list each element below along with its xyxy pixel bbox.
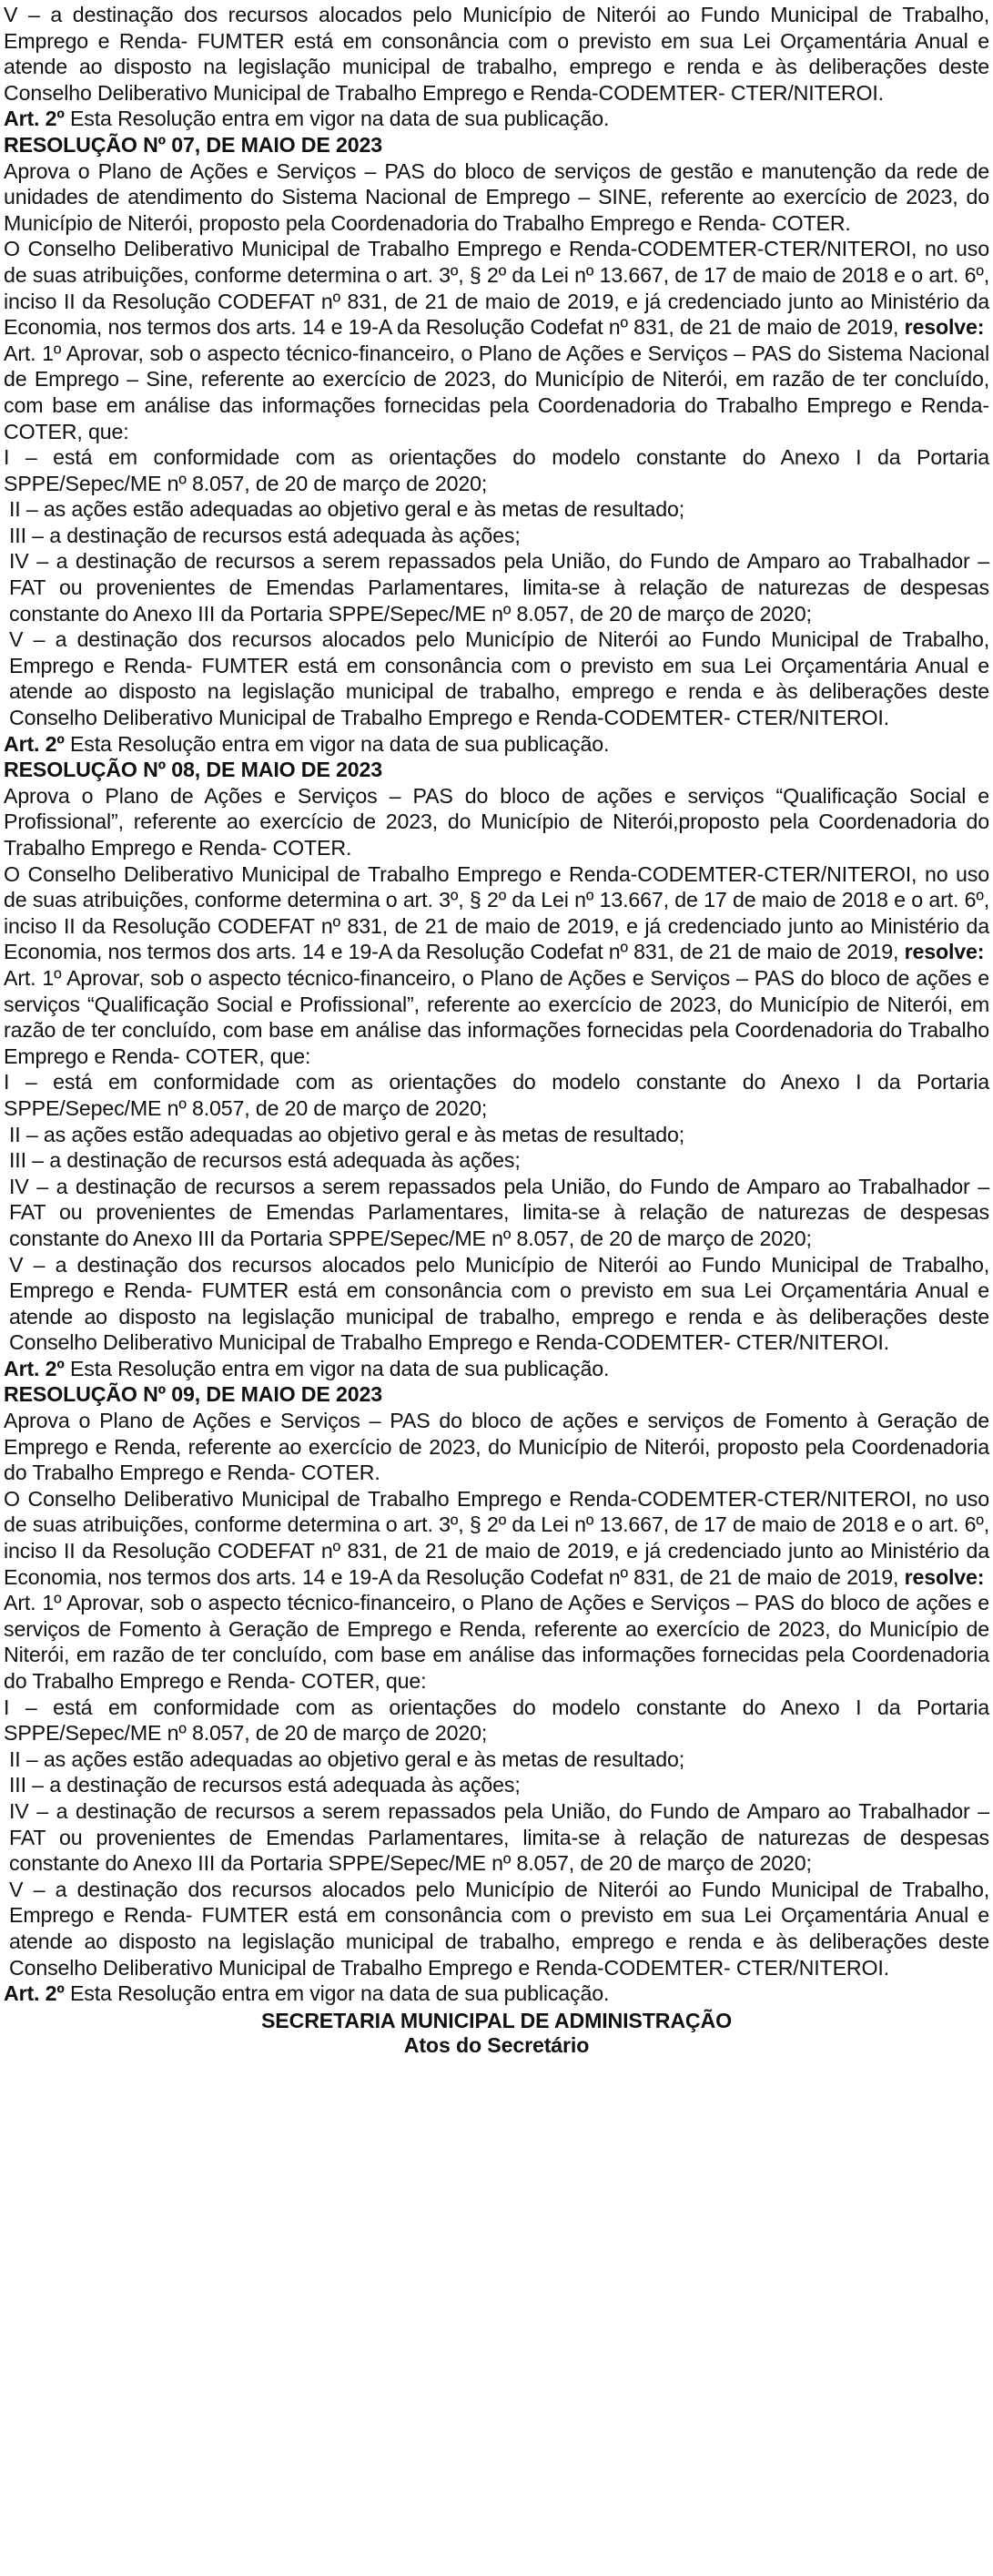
resolve-keyword: resolve: <box>904 315 985 340</box>
preamble-text: O Conselho Deliberativo Municipal de Trabalho Emprego e Renda-CODEMTER-CTER/NITEROI, no uso de suas atribuições, conforme determina o art. 3º, § 2º da Lei nº 13.667, de 17 de maio de 2018 e o art. 6º, inciso II da Resolução CODEFAT nº 831, de 21 de maio de 2019, e já credenciado junto ao Ministério da Economia, nos termos dos arts. 14 e 19-A da Resolução Codefat nº 831, de 21 de maio de 2019, <box>4 1486 989 1589</box>
article-text: Esta Resolução entra em vigor na data de sua publicação. <box>64 107 610 131</box>
body-paragraph: Art. 1º Aprovar, sob o aspecto técnico-financeiro, o Plano de Ações e Serviços – PAS do bloco de ações e serviços “Qualificação Social e Profissional”, referente ao exercício de 2023, do Município de Niterói, em razão de ter concluído, com base em análise das informações fornecidas pela Coordenadoria do Trabalho Emprego e Renda- COTER, que: <box>4 965 989 1068</box>
body-paragraph: II – as ações estão adequadas ao objetivo geral e às metas de resultado; <box>9 497 685 522</box>
section-footer <box>4 2009 989 2058</box>
body-paragraph: Aprova o Plano de Ações e Serviços – PAS do bloco de ações e serviços de Fomento à Geração de Emprego e Renda, referente ao exercício de 2023, do Município de Niterói, proposto pela Coordenadoria do Trabalho Emprego e Renda- COTER. <box>4 1409 989 1485</box>
body-paragraph: Art. 1º Aprovar, sob o aspecto técnico-financeiro, o Plano de Ações e Serviços – PAS do bloco de ações e serviços de Fomento à Geração de Emprego e Renda, referente ao exercício de 2023, do Município de Niterói, em razão de ter concluído, com base em análise das informações fornecidas pela Coordenadoria do Trabalho Emprego e Renda- COTER, que: <box>4 1591 989 1693</box>
body-paragraph: V – a destinação dos recursos alocados pelo Município de Niterói ao Fundo Municipal de Trabalho, Emprego e Renda- FUMTER está em consonância com o previsto em sua Lei Orçamentária Anual e atende ao disposto na legislação municipal de trabalho, emprego e renda e às deliberações deste Conselho Deliberativo Municipal de Trabalho Emprego e Renda-CODEMTER- CTER/NITEROI. <box>4 3 989 105</box>
body-paragraph: III – a destinação de recursos está adequada às ações; <box>9 1773 521 1797</box>
article-number: Art. 2º <box>4 731 65 756</box>
preamble-text: O Conselho Deliberativo Municipal de Trabalho Emprego e Renda-CODEMTER-CTER/NITEROI, no uso de suas atribuições, conforme determina o art. 3º, § 2º da Lei nº 13.667, de 17 de maio de 2018 e o art. 6º, inciso II da Resolução CODEFAT nº 831, de 21 de maio de 2019, e já credenciado junto ao Ministério da Economia, nos termos dos arts. 14 e 19-A da Resolução Codefat nº 831, de 21 de maio de 2019, <box>4 861 989 964</box>
council-preamble <box>4 236 989 340</box>
body-paragraph: II – as ações estão adequadas ao objetivo geral e às metas de resultado; <box>9 1122 685 1146</box>
body-paragraph: IV – a destinação de recursos a serem repassados pela União, do Fundo de Amparo ao Trabalhador – FAT ou provenientes de Emendas Parlamentares, limita-se à relação de naturezas de despesas constante do Anexo III da Portaria SPPE/Sepec/ME nº 8.057, de 20 de março de 2020; <box>9 1798 989 1876</box>
body-paragraph: Aprova o Plano de Ações e Serviços – PAS do bloco de ações e serviços “Qualificação Social e Profissional”, referente ao exercício de 2023, do Município de Niterói,proposto pela Coordenadoria do Trabalho Emprego e Renda- COTER. <box>4 783 989 860</box>
article-text: Esta Resolução entra em vigor na data de sua publicação. <box>64 1356 610 1380</box>
body-paragraph: III – a destinação de recursos está adequada às ações; <box>9 523 521 547</box>
article-paragraph <box>4 731 989 758</box>
resolve-keyword: resolve: <box>904 1564 985 1589</box>
article-number: Art. 2º <box>4 1356 65 1380</box>
preamble-text: O Conselho Deliberativo Municipal de Trabalho Emprego e Renda-CODEMTER-CTER/NITEROI, no uso de suas atribuições, conforme determina o art. 3º, § 2º da Lei nº 13.667, de 17 de maio de 2018 e o art. 6º, inciso II da Resolução CODEFAT nº 831, de 21 de maio de 2019, e já credenciado junto ao Ministério da Economia, nos termos dos arts. 14 e 19-A da Resolução Codefat nº 831, de 21 de maio de 2019, <box>4 237 989 340</box>
article-number: Art. 2º <box>4 1981 65 2006</box>
body-paragraph: Art. 1º Aprovar, sob o aspecto técnico-financeiro, o Plano de Ações e Serviços – PAS do Sistema Nacional de Emprego – Sine, referente ao exercício de 2023, do Município de Niterói, em razão de ter concluído, com base em análise das informações fornecidas pela Coordenadoria do Trabalho Emprego e Renda- COTER, que: <box>4 341 989 443</box>
footer-title: SECRETARIA MUNICIPAL DE ADMINISTRAÇÃO <box>260 2008 733 2032</box>
article-number: Art. 2º <box>4 107 65 131</box>
body-paragraph: I – está em conformidade com as orientações do modelo constante do Anexo I da Portaria SPPE/Sepec/ME nº 8.057, de 20 de março de 2020; <box>4 445 989 495</box>
body-paragraph: III – a destinação de recursos está adequada às ações; <box>9 1148 521 1173</box>
body-paragraph: V – a destinação dos recursos alocados pelo Município de Niterói ao Fundo Municipal de Trabalho, Emprego e Renda- FUMTER está em consonância com o previsto em sua Lei Orçamentária Anual e atende ao disposto na legislação municipal de trabalho, emprego e renda e às deliberações deste Conselho Deliberativo Municipal de Trabalho Emprego e Renda-CODEMTER- CTER/NITEROI. <box>9 1252 989 1355</box>
resolve-keyword: resolve: <box>904 940 985 964</box>
resolution-heading: RESOLUÇÃO Nº 09, DE MAIO DE 2023 <box>4 1382 382 1407</box>
body-paragraph: IV – a destinação de recursos a serem repassados pela União, do Fundo de Amparo ao Trabalhador – FAT ou provenientes de Emendas Parlamentares, limita-se à relação de naturezas de despesas constante do Anexo III da Portaria SPPE/Sepec/ME nº 8.057, de 20 de março de 2020; <box>9 549 989 626</box>
article-paragraph <box>4 106 989 132</box>
council-preamble <box>4 1486 989 1590</box>
article-text: Esta Resolução entra em vigor na data de sua publicação. <box>64 1981 610 2006</box>
article-paragraph <box>4 1980 989 2007</box>
document-body <box>4 2 989 2007</box>
body-paragraph: Aprova o Plano de Ações e Serviços – PAS do bloco de serviços de gestão e manutenção da rede de unidades de atendimento do Sistema Nacional de Emprego – SINE, referente ao exercício de 2023, do Município de Niterói, proposto pela Coordenadoria do Trabalho Emprego e Renda- COTER. <box>4 158 989 235</box>
body-paragraph: V – a destinação dos recursos alocados pelo Município de Niterói ao Fundo Municipal de Trabalho, Emprego e Renda- FUMTER está em consonância com o previsto em sua Lei Orçamentária Anual e atende ao disposto na legislação municipal de trabalho, emprego e renda e às deliberações deste Conselho Deliberativo Municipal de Trabalho Emprego e Renda-CODEMTER- CTER/NITEROI. <box>9 1877 989 1980</box>
body-paragraph: II – as ações estão adequadas ao objetivo geral e às metas de resultado; <box>9 1746 685 1771</box>
footer-subtitle: Atos do Secretário <box>403 2032 590 2057</box>
council-preamble <box>4 861 989 965</box>
article-paragraph <box>4 1356 989 1382</box>
resolution-heading: RESOLUÇÃO Nº 08, DE MAIO DE 2023 <box>4 758 382 782</box>
body-paragraph: V – a destinação dos recursos alocados pelo Município de Niterói ao Fundo Municipal de Trabalho, Emprego e Renda- FUMTER está em consonância com o previsto em sua Lei Orçamentária Anual e atende ao disposto na legislação municipal de trabalho, emprego e renda e às deliberações deste Conselho Deliberativo Municipal de Trabalho Emprego e Renda-CODEMTER- CTER/NITEROI. <box>9 627 989 730</box>
resolution-heading: RESOLUÇÃO Nº 07, DE MAIO DE 2023 <box>4 132 382 157</box>
body-paragraph: I – está em conformidade com as orientações do modelo constante do Anexo I da Portaria SPPE/Sepec/ME nº 8.057, de 20 de março de 2020; <box>4 1070 989 1120</box>
body-paragraph: I – está em conformidade com as orientações do modelo constante do Anexo I da Portaria SPPE/Sepec/ME nº 8.057, de 20 de março de 2020; <box>4 1695 989 1746</box>
body-paragraph: IV – a destinação de recursos a serem repassados pela União, do Fundo de Amparo ao Trabalhador – FAT ou provenientes de Emendas Parlamentares, limita-se à relação de naturezas de despesas constante do Anexo III da Portaria SPPE/Sepec/ME nº 8.057, de 20 de março de 2020; <box>9 1174 989 1250</box>
article-text: Esta Resolução entra em vigor na data de sua publicação. <box>64 731 610 756</box>
